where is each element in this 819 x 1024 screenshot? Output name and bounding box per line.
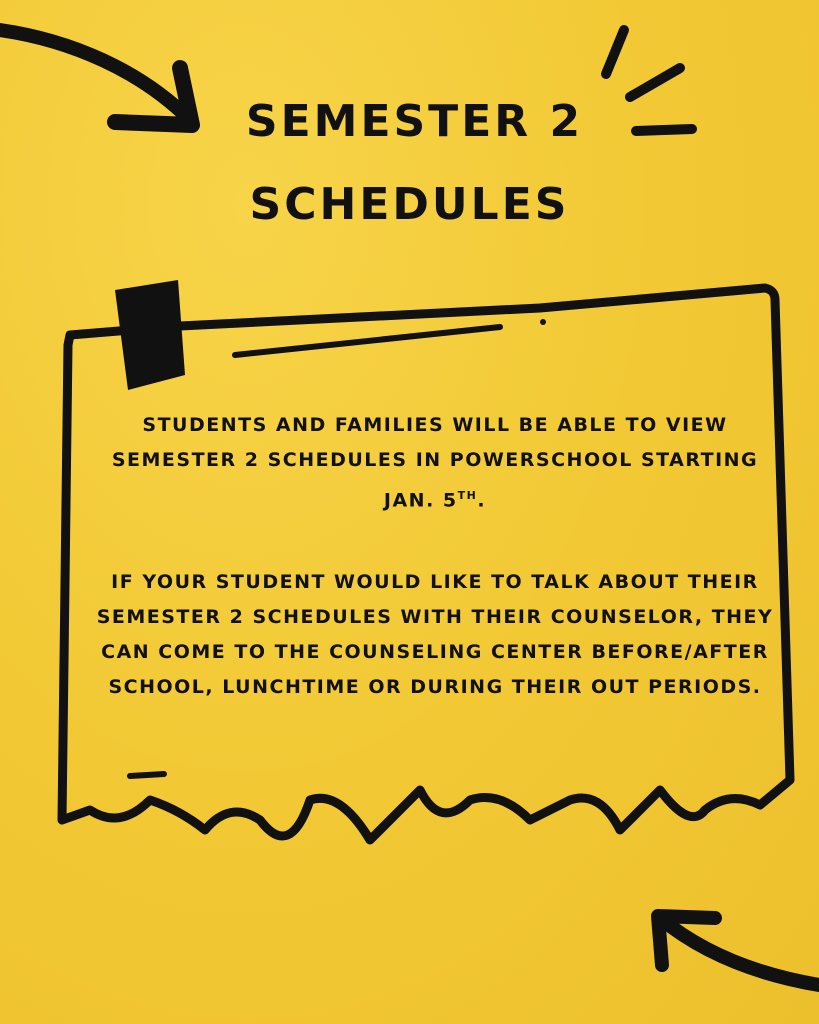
frame-accent-line [235,327,500,355]
paragraph-1-end: . [477,489,487,512]
arrow-bottom-right-icon [660,918,819,985]
paragraph-1-text: STUDENTS AND FAMILIES WILL BE ABLE TO VIEW SEMESTER 2 SCHEDULES IN POWERSCHOOL STARTING JAN. 5 [111,414,759,512]
sparkle-line-1 [606,30,624,74]
sparkle-line-2 [630,68,680,97]
paragraph-schedule-availability [90,408,780,518]
title-line-1: SEMESTER 2 [245,96,584,147]
tape-icon [115,280,185,390]
frame-accent-dash [130,774,164,776]
title-line-2: SCHEDULES [249,179,570,230]
paragraph-counselor-info: IF YOUR STUDENT WOULD LIKE TO TALK ABOUT THEIR SEMESTER 2 SCHEDULES WITH THEIR COUNSELOR, THEY CAN COME TO THE COUNSELING CENTER BEFORE/AFTER SCHOOL, LUNCHTIME OR DURING THEIR OUT PERIODS. [96,571,774,698]
date-suffix: TH [457,489,478,502]
